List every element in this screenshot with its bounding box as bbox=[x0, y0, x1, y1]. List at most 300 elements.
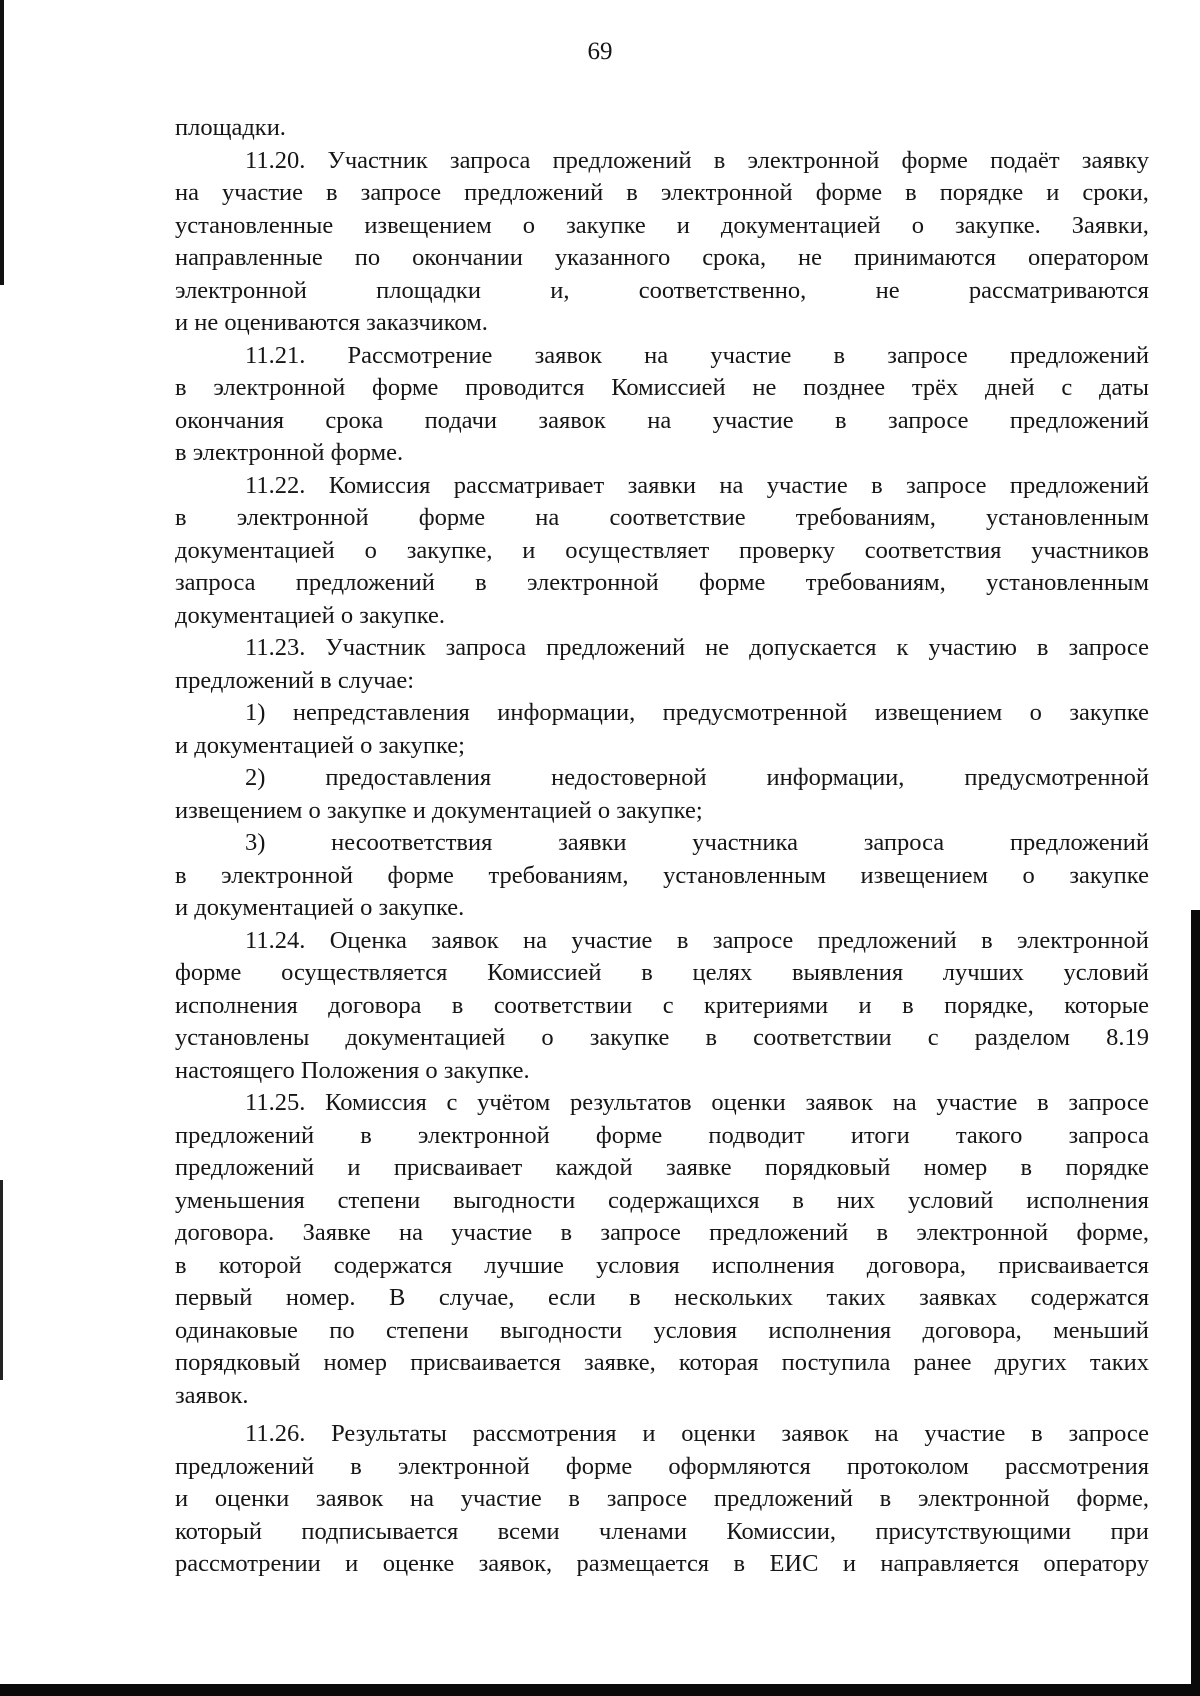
word: в bbox=[451, 991, 464, 1019]
word: участие bbox=[712, 406, 794, 434]
word: позднее bbox=[803, 374, 886, 401]
word: и bbox=[345, 1550, 359, 1577]
text-line bbox=[175, 1418, 1149, 1451]
word: и bbox=[1046, 179, 1060, 206]
word: присваивается bbox=[998, 1251, 1149, 1279]
word: форме bbox=[387, 861, 454, 889]
word: электронной bbox=[747, 146, 880, 174]
word: участие bbox=[571, 926, 653, 954]
word: направленные bbox=[175, 244, 323, 271]
word: 11.25. bbox=[245, 1089, 306, 1116]
word: и, bbox=[550, 276, 570, 304]
word: запросе bbox=[1068, 1420, 1149, 1447]
word: такого bbox=[955, 1121, 1023, 1149]
word: закупке bbox=[566, 211, 646, 239]
word: порядковый bbox=[175, 1349, 301, 1376]
word: в bbox=[1036, 634, 1049, 661]
word: в электронной форме. bbox=[175, 439, 404, 466]
word: содержатся bbox=[1030, 1284, 1149, 1311]
word: Заявки, bbox=[1071, 211, 1149, 239]
word: извещением bbox=[874, 699, 1003, 726]
word: установленным bbox=[986, 569, 1149, 596]
word: участие bbox=[710, 341, 792, 369]
word: форме bbox=[595, 1121, 663, 1149]
word: предложений bbox=[546, 634, 686, 661]
word: указанного bbox=[554, 244, 671, 271]
word: рассматривает bbox=[453, 471, 605, 499]
word: в bbox=[1037, 1089, 1049, 1116]
word: с bbox=[662, 991, 674, 1019]
word: 8.19 bbox=[1106, 1024, 1149, 1051]
word: на bbox=[647, 406, 672, 434]
word: о bbox=[541, 1024, 554, 1051]
word: порядковый bbox=[764, 1154, 891, 1181]
word: итоги bbox=[850, 1121, 910, 1149]
page-number: 69 bbox=[587, 38, 613, 65]
word: установлены bbox=[175, 1024, 310, 1051]
word: о bbox=[364, 536, 377, 564]
word: которой bbox=[218, 1251, 302, 1279]
text-line bbox=[175, 957, 1149, 990]
word: предложений bbox=[709, 1219, 849, 1246]
word: соответствия bbox=[864, 536, 1002, 564]
word: выгодности bbox=[500, 1316, 623, 1344]
word: площадки bbox=[376, 276, 481, 304]
word: таких bbox=[1089, 1349, 1149, 1376]
word: предложений в случае: bbox=[175, 666, 415, 694]
text-line bbox=[175, 372, 1149, 405]
word: в bbox=[792, 1186, 804, 1214]
word: запроса bbox=[863, 829, 945, 856]
word: предложений bbox=[552, 146, 692, 174]
word: оператором bbox=[1028, 244, 1149, 271]
scan-edge-right bbox=[1191, 910, 1200, 1696]
word: участие bbox=[924, 1420, 1006, 1447]
word: порядке bbox=[939, 179, 1024, 206]
word: и bbox=[522, 536, 536, 564]
word: и bbox=[347, 1154, 361, 1181]
word: заявке, bbox=[584, 1349, 656, 1376]
word: форме bbox=[815, 179, 883, 206]
word: в bbox=[175, 374, 187, 401]
word: ранее bbox=[913, 1349, 972, 1376]
word: лучших bbox=[942, 959, 1024, 986]
word: с bbox=[1061, 374, 1073, 401]
word: запросе bbox=[712, 926, 794, 954]
word: закупке. bbox=[954, 211, 1041, 239]
word: площадки. bbox=[175, 114, 286, 141]
word: запросе bbox=[1068, 1089, 1149, 1116]
text-line bbox=[175, 112, 1149, 145]
word: на bbox=[523, 926, 548, 954]
text-line bbox=[175, 1022, 1149, 1055]
word: на bbox=[399, 1219, 423, 1246]
word: рассматриваются bbox=[968, 276, 1149, 304]
word: в bbox=[879, 1485, 892, 1512]
word: запросе bbox=[600, 1219, 681, 1246]
word: Комиссией bbox=[487, 959, 602, 986]
word: в bbox=[560, 1219, 573, 1246]
word: в bbox=[905, 179, 917, 206]
word: поступила bbox=[781, 1349, 891, 1376]
scan-edge-bottom bbox=[0, 1684, 1200, 1696]
word: в bbox=[326, 179, 338, 206]
word: и документацией о закупке; bbox=[175, 731, 465, 759]
word: предусмотренной bbox=[964, 764, 1149, 791]
word: документацией о закупке. bbox=[175, 601, 446, 629]
word: предложений bbox=[1009, 341, 1149, 369]
word: запросе bbox=[888, 406, 969, 434]
word: предложений bbox=[1009, 829, 1149, 856]
word: предложений bbox=[175, 1121, 315, 1149]
word: о bbox=[522, 211, 536, 239]
word: в bbox=[835, 406, 847, 434]
word: электронной bbox=[213, 374, 346, 401]
word: в bbox=[175, 504, 187, 531]
word: участие bbox=[451, 1219, 533, 1246]
word: них bbox=[836, 1186, 876, 1214]
word: окончании bbox=[412, 244, 523, 271]
word: критериями bbox=[704, 991, 829, 1019]
word: подписывается bbox=[301, 1517, 459, 1545]
word: оценке bbox=[382, 1550, 455, 1577]
word: в bbox=[1031, 1420, 1043, 1447]
word: номер. bbox=[285, 1284, 356, 1311]
word: при bbox=[1110, 1517, 1149, 1545]
word: форме bbox=[699, 569, 766, 596]
word: которые bbox=[1064, 991, 1149, 1019]
word: требованиям, bbox=[488, 861, 629, 889]
text-line bbox=[175, 697, 1149, 730]
word: случае, bbox=[438, 1284, 515, 1311]
word: участника bbox=[692, 829, 798, 856]
word: В bbox=[389, 1284, 406, 1311]
word: условий bbox=[1063, 959, 1149, 986]
text-line bbox=[175, 990, 1149, 1023]
word: в bbox=[1020, 1154, 1033, 1181]
word: информации, bbox=[766, 764, 905, 791]
word: заявки bbox=[558, 829, 627, 856]
word: электронной bbox=[417, 1121, 550, 1149]
word: документацией bbox=[345, 1024, 506, 1051]
word: по bbox=[354, 244, 381, 271]
word: на bbox=[535, 504, 560, 531]
text-line bbox=[175, 1087, 1149, 1120]
word: дней bbox=[985, 374, 1035, 401]
word: предложений bbox=[1009, 471, 1149, 499]
word: целях bbox=[692, 959, 753, 986]
text-line bbox=[175, 1217, 1149, 1250]
word: проверку bbox=[738, 536, 835, 564]
word: заявку bbox=[1081, 146, 1149, 174]
text-line bbox=[175, 145, 1149, 178]
word: исполнения bbox=[711, 1251, 835, 1279]
word: подачи bbox=[424, 406, 498, 434]
word: настоящего Положения о закупке. bbox=[175, 1056, 530, 1084]
word: извещением о закупке и документацией о закупке; bbox=[175, 796, 703, 824]
text-line bbox=[175, 307, 1149, 340]
word: в bbox=[475, 569, 487, 596]
word: на bbox=[409, 1485, 434, 1512]
word: присваивает bbox=[393, 1154, 523, 1181]
text-line bbox=[175, 665, 1149, 698]
text-line bbox=[175, 502, 1149, 535]
word: запроса bbox=[445, 634, 527, 661]
word: запроса bbox=[1068, 1121, 1149, 1149]
word: заявке bbox=[666, 1154, 732, 1181]
text-line bbox=[175, 1315, 1149, 1348]
word: присваивается bbox=[410, 1349, 561, 1376]
word: запросе bbox=[887, 341, 968, 369]
word: не bbox=[705, 634, 730, 661]
text-line bbox=[175, 405, 1149, 438]
word: соответствие bbox=[609, 504, 746, 531]
word: порядке, bbox=[944, 991, 1034, 1019]
word: договора bbox=[328, 991, 422, 1019]
word: членами bbox=[599, 1517, 688, 1545]
word: в bbox=[902, 991, 914, 1019]
word: трёх bbox=[911, 374, 959, 401]
word: извещением bbox=[860, 861, 988, 889]
word: размещается bbox=[576, 1550, 710, 1577]
word: 11.22. bbox=[245, 471, 306, 499]
word: предложений bbox=[817, 926, 957, 954]
text-line bbox=[175, 1282, 1149, 1315]
text-line bbox=[175, 1380, 1149, 1413]
word: нескольких bbox=[674, 1284, 793, 1311]
word: установленным bbox=[986, 504, 1149, 531]
word: с bbox=[446, 1089, 458, 1116]
word: требованиям, bbox=[805, 569, 946, 596]
word: и bbox=[642, 1420, 656, 1447]
word: Комиссия bbox=[325, 1089, 427, 1116]
word: степени bbox=[337, 1186, 421, 1214]
text-line bbox=[175, 437, 1149, 470]
word: в bbox=[626, 179, 638, 206]
word: содержащихся bbox=[608, 1186, 760, 1214]
word: и не оцениваются заказчиком. bbox=[175, 309, 488, 336]
word: установленные bbox=[175, 211, 334, 239]
text-line bbox=[175, 600, 1149, 633]
word: заявок bbox=[805, 1089, 873, 1116]
word: в bbox=[981, 926, 993, 954]
word: заявок bbox=[315, 1485, 384, 1512]
scan-edge-left-lower bbox=[0, 1180, 3, 1380]
word: установленным bbox=[663, 861, 826, 889]
word: осуществляет bbox=[565, 536, 710, 564]
word: даты bbox=[1099, 374, 1149, 401]
word: принимаются bbox=[854, 244, 997, 271]
text-line bbox=[175, 795, 1149, 828]
word: и bbox=[842, 1550, 856, 1577]
text-line bbox=[175, 340, 1149, 373]
word: и документацией о закупке. bbox=[175, 894, 465, 921]
word: в bbox=[871, 471, 883, 499]
word: Участник bbox=[325, 634, 426, 661]
word: таких bbox=[826, 1284, 886, 1311]
word: оценки bbox=[711, 1089, 786, 1116]
word: электронной bbox=[175, 276, 307, 304]
word: соответственно, bbox=[638, 276, 807, 304]
word: в bbox=[833, 341, 846, 369]
word: предложений bbox=[464, 179, 604, 206]
text-line bbox=[175, 827, 1149, 860]
word: Рассмотрение bbox=[347, 341, 493, 369]
word: допускается bbox=[749, 634, 877, 661]
word: в bbox=[360, 1121, 372, 1149]
word: 2) bbox=[245, 764, 266, 791]
text-line bbox=[175, 210, 1149, 243]
word: рассмотрения bbox=[472, 1420, 617, 1447]
word: подаёт bbox=[990, 146, 1060, 174]
word: одинаковые bbox=[175, 1316, 298, 1344]
word: электронной bbox=[660, 179, 793, 206]
word: оценки bbox=[681, 1420, 756, 1447]
word: форме bbox=[175, 959, 242, 986]
word: в bbox=[676, 926, 689, 954]
word: рассмотрения bbox=[1005, 1452, 1149, 1480]
document-body bbox=[175, 112, 1149, 1581]
word: электронной bbox=[917, 1485, 1050, 1512]
text-line bbox=[175, 860, 1149, 893]
word: соответствии bbox=[493, 991, 633, 1019]
word: заявок bbox=[431, 926, 499, 954]
word: предусмотренной bbox=[662, 699, 848, 726]
word: оценки bbox=[214, 1485, 290, 1512]
word: не bbox=[752, 374, 777, 401]
word: учётом bbox=[477, 1089, 551, 1116]
word: соответствии bbox=[753, 1024, 892, 1051]
word: заявках bbox=[919, 1284, 998, 1311]
word: подводит bbox=[708, 1121, 805, 1149]
text-line bbox=[175, 1055, 1149, 1088]
word: и bbox=[175, 1485, 189, 1512]
word: электронной bbox=[397, 1452, 530, 1480]
word: участие bbox=[460, 1485, 542, 1512]
word: оформляются bbox=[668, 1452, 811, 1480]
word: и bbox=[858, 991, 872, 1019]
word: требованиям, bbox=[795, 504, 936, 531]
word: выгодности bbox=[453, 1186, 576, 1214]
word: в bbox=[733, 1550, 746, 1577]
word: содержатся bbox=[333, 1251, 453, 1279]
word: заявок bbox=[538, 406, 606, 434]
text-line bbox=[175, 1516, 1149, 1549]
word: непредставления bbox=[292, 699, 470, 726]
word: ЕИС bbox=[769, 1550, 819, 1577]
word: участие bbox=[766, 471, 848, 499]
word: в bbox=[175, 861, 187, 889]
word: которая bbox=[678, 1349, 759, 1376]
word: документацией bbox=[720, 211, 881, 239]
word: запросе bbox=[360, 179, 442, 206]
word: участию bbox=[928, 634, 1017, 661]
word: в bbox=[713, 146, 726, 174]
word: о bbox=[1022, 861, 1035, 889]
word: договора. bbox=[175, 1219, 275, 1246]
text-line bbox=[175, 1185, 1149, 1218]
word: 11.21. bbox=[245, 341, 306, 369]
text-line bbox=[175, 470, 1149, 503]
word: результатов bbox=[569, 1089, 692, 1116]
word: степени bbox=[385, 1316, 469, 1344]
word: участников bbox=[1031, 536, 1149, 564]
word: договора, bbox=[866, 1251, 967, 1279]
word: первый bbox=[175, 1284, 253, 1311]
word: 3) bbox=[245, 829, 266, 856]
word: в bbox=[705, 1024, 718, 1051]
word: срока bbox=[325, 406, 384, 434]
word: протоколом bbox=[846, 1452, 969, 1480]
text-line bbox=[175, 567, 1149, 600]
word: меньший bbox=[1053, 1316, 1149, 1344]
word: направляется bbox=[880, 1550, 1020, 1577]
word: в bbox=[350, 1452, 362, 1480]
word: 1) bbox=[245, 699, 266, 726]
word: на bbox=[892, 1089, 917, 1116]
word: выявления bbox=[791, 959, 904, 986]
word: форме bbox=[901, 146, 968, 174]
word: разделом bbox=[974, 1024, 1070, 1051]
text-line bbox=[175, 925, 1149, 958]
word: информации, bbox=[497, 699, 636, 726]
word: оператору bbox=[1043, 1550, 1149, 1577]
word: заявок. bbox=[175, 1381, 249, 1409]
word: электронной bbox=[221, 861, 353, 889]
word: электронной bbox=[526, 569, 659, 596]
text-line bbox=[175, 1152, 1149, 1185]
word: форме, bbox=[1076, 1219, 1149, 1246]
word: в bbox=[876, 1219, 889, 1246]
word: всеми bbox=[497, 1517, 560, 1545]
text-line bbox=[175, 177, 1149, 210]
word: электронной bbox=[236, 504, 369, 531]
word: извещением bbox=[364, 211, 492, 239]
text-line bbox=[175, 632, 1149, 665]
word: запросе bbox=[606, 1485, 688, 1512]
word: документацией bbox=[175, 536, 335, 564]
word: запросе bbox=[906, 471, 987, 499]
word: срока, bbox=[702, 244, 767, 271]
word: на bbox=[719, 471, 744, 499]
word: окончания bbox=[175, 406, 284, 434]
text-line bbox=[175, 535, 1149, 568]
word: исполнения bbox=[768, 1316, 892, 1344]
word: предложений bbox=[1009, 406, 1149, 434]
word: сроки, bbox=[1082, 179, 1149, 206]
word: в bbox=[175, 1251, 187, 1279]
word: участие bbox=[222, 179, 304, 206]
word: осуществляется bbox=[281, 959, 448, 986]
word: форме bbox=[418, 504, 486, 531]
word: предложений bbox=[175, 1452, 315, 1480]
word: Оценка bbox=[329, 926, 407, 954]
word: предложений bbox=[295, 569, 435, 596]
word: Результаты bbox=[331, 1420, 447, 1447]
word: с bbox=[927, 1024, 939, 1051]
word: о bbox=[911, 211, 924, 239]
word: рассмотрении bbox=[175, 1550, 321, 1577]
word: каждой bbox=[555, 1154, 633, 1181]
word: предоставления bbox=[325, 764, 492, 791]
word: исполнения bbox=[1026, 1186, 1149, 1214]
word: недостоверной bbox=[551, 764, 707, 791]
word: уменьшения bbox=[175, 1186, 305, 1214]
word: заявки bbox=[627, 471, 697, 499]
word: если bbox=[547, 1284, 596, 1311]
word: исполнения bbox=[175, 991, 298, 1019]
word: 11.20. bbox=[245, 146, 306, 174]
